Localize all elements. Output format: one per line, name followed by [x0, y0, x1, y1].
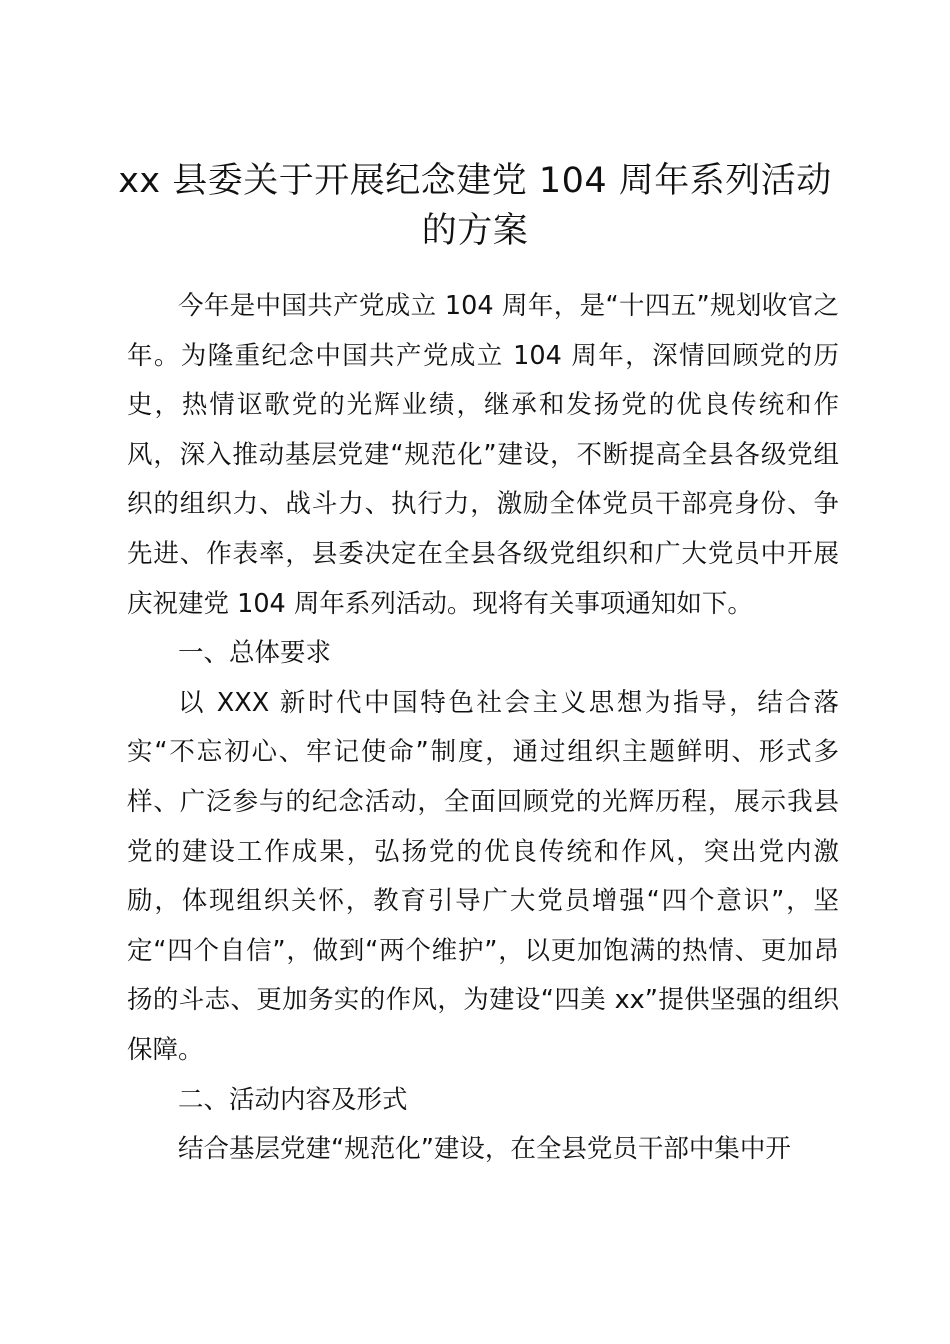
paragraph-activities: 结合基层党建“规范化”建设，在全县党员干部中集中开: [178, 1134, 791, 1165]
paragraph-intro: 今年是中国共产党成立 104 周年，是“十四五”规划收官之年。为隆重纪念中国共产党成立 104 周年，深情回顾党的历史，热情讴歌党的光辉业绩，继承和发扬党的优良传统和作风，深入推动基层党建“规范化”建设，不断提高全县各级党组织的组织力、战斗力、执行力，激励全体党员干部亮身份、争先进、作表率，县委决定在全县各级党组织和广大党员中开展庆祝建党 104 周年系列活动。现将有关事项通知如下。: [127, 291, 839, 619]
section-heading-activities: 二、活动内容及形式: [178, 1084, 408, 1115]
paragraph-general-requirements: 以 XXX 新时代中国特色社会主义思想为指导，结合落实“不忘初心、牢记使命”制度，通过组织主题鲜明、形式多样、广泛参与的纪念活动，全面回顾党的光辉历程，展示我县党的建设工作成果，弘扬党的优良传统和作风，突出党内激励，体现组织关怀，教育引导广大党员增强“四个意识”，坚定“四个自信”，做到“两个维护”，以更加饱满的热情、更加昂扬的斗志、更加务实的作风，为建设“四美 xx”提供坚强的组织保障。: [127, 687, 839, 1065]
title-line-2: 的方案: [421, 211, 529, 251]
document-body: [127, 282, 839, 1175]
title-line-1: xx 县委关于开展纪念建党 104 周年系列活动: [118, 161, 832, 201]
section-heading-general-requirements: 一、总体要求: [178, 638, 332, 669]
document-title: [100, 156, 850, 256]
